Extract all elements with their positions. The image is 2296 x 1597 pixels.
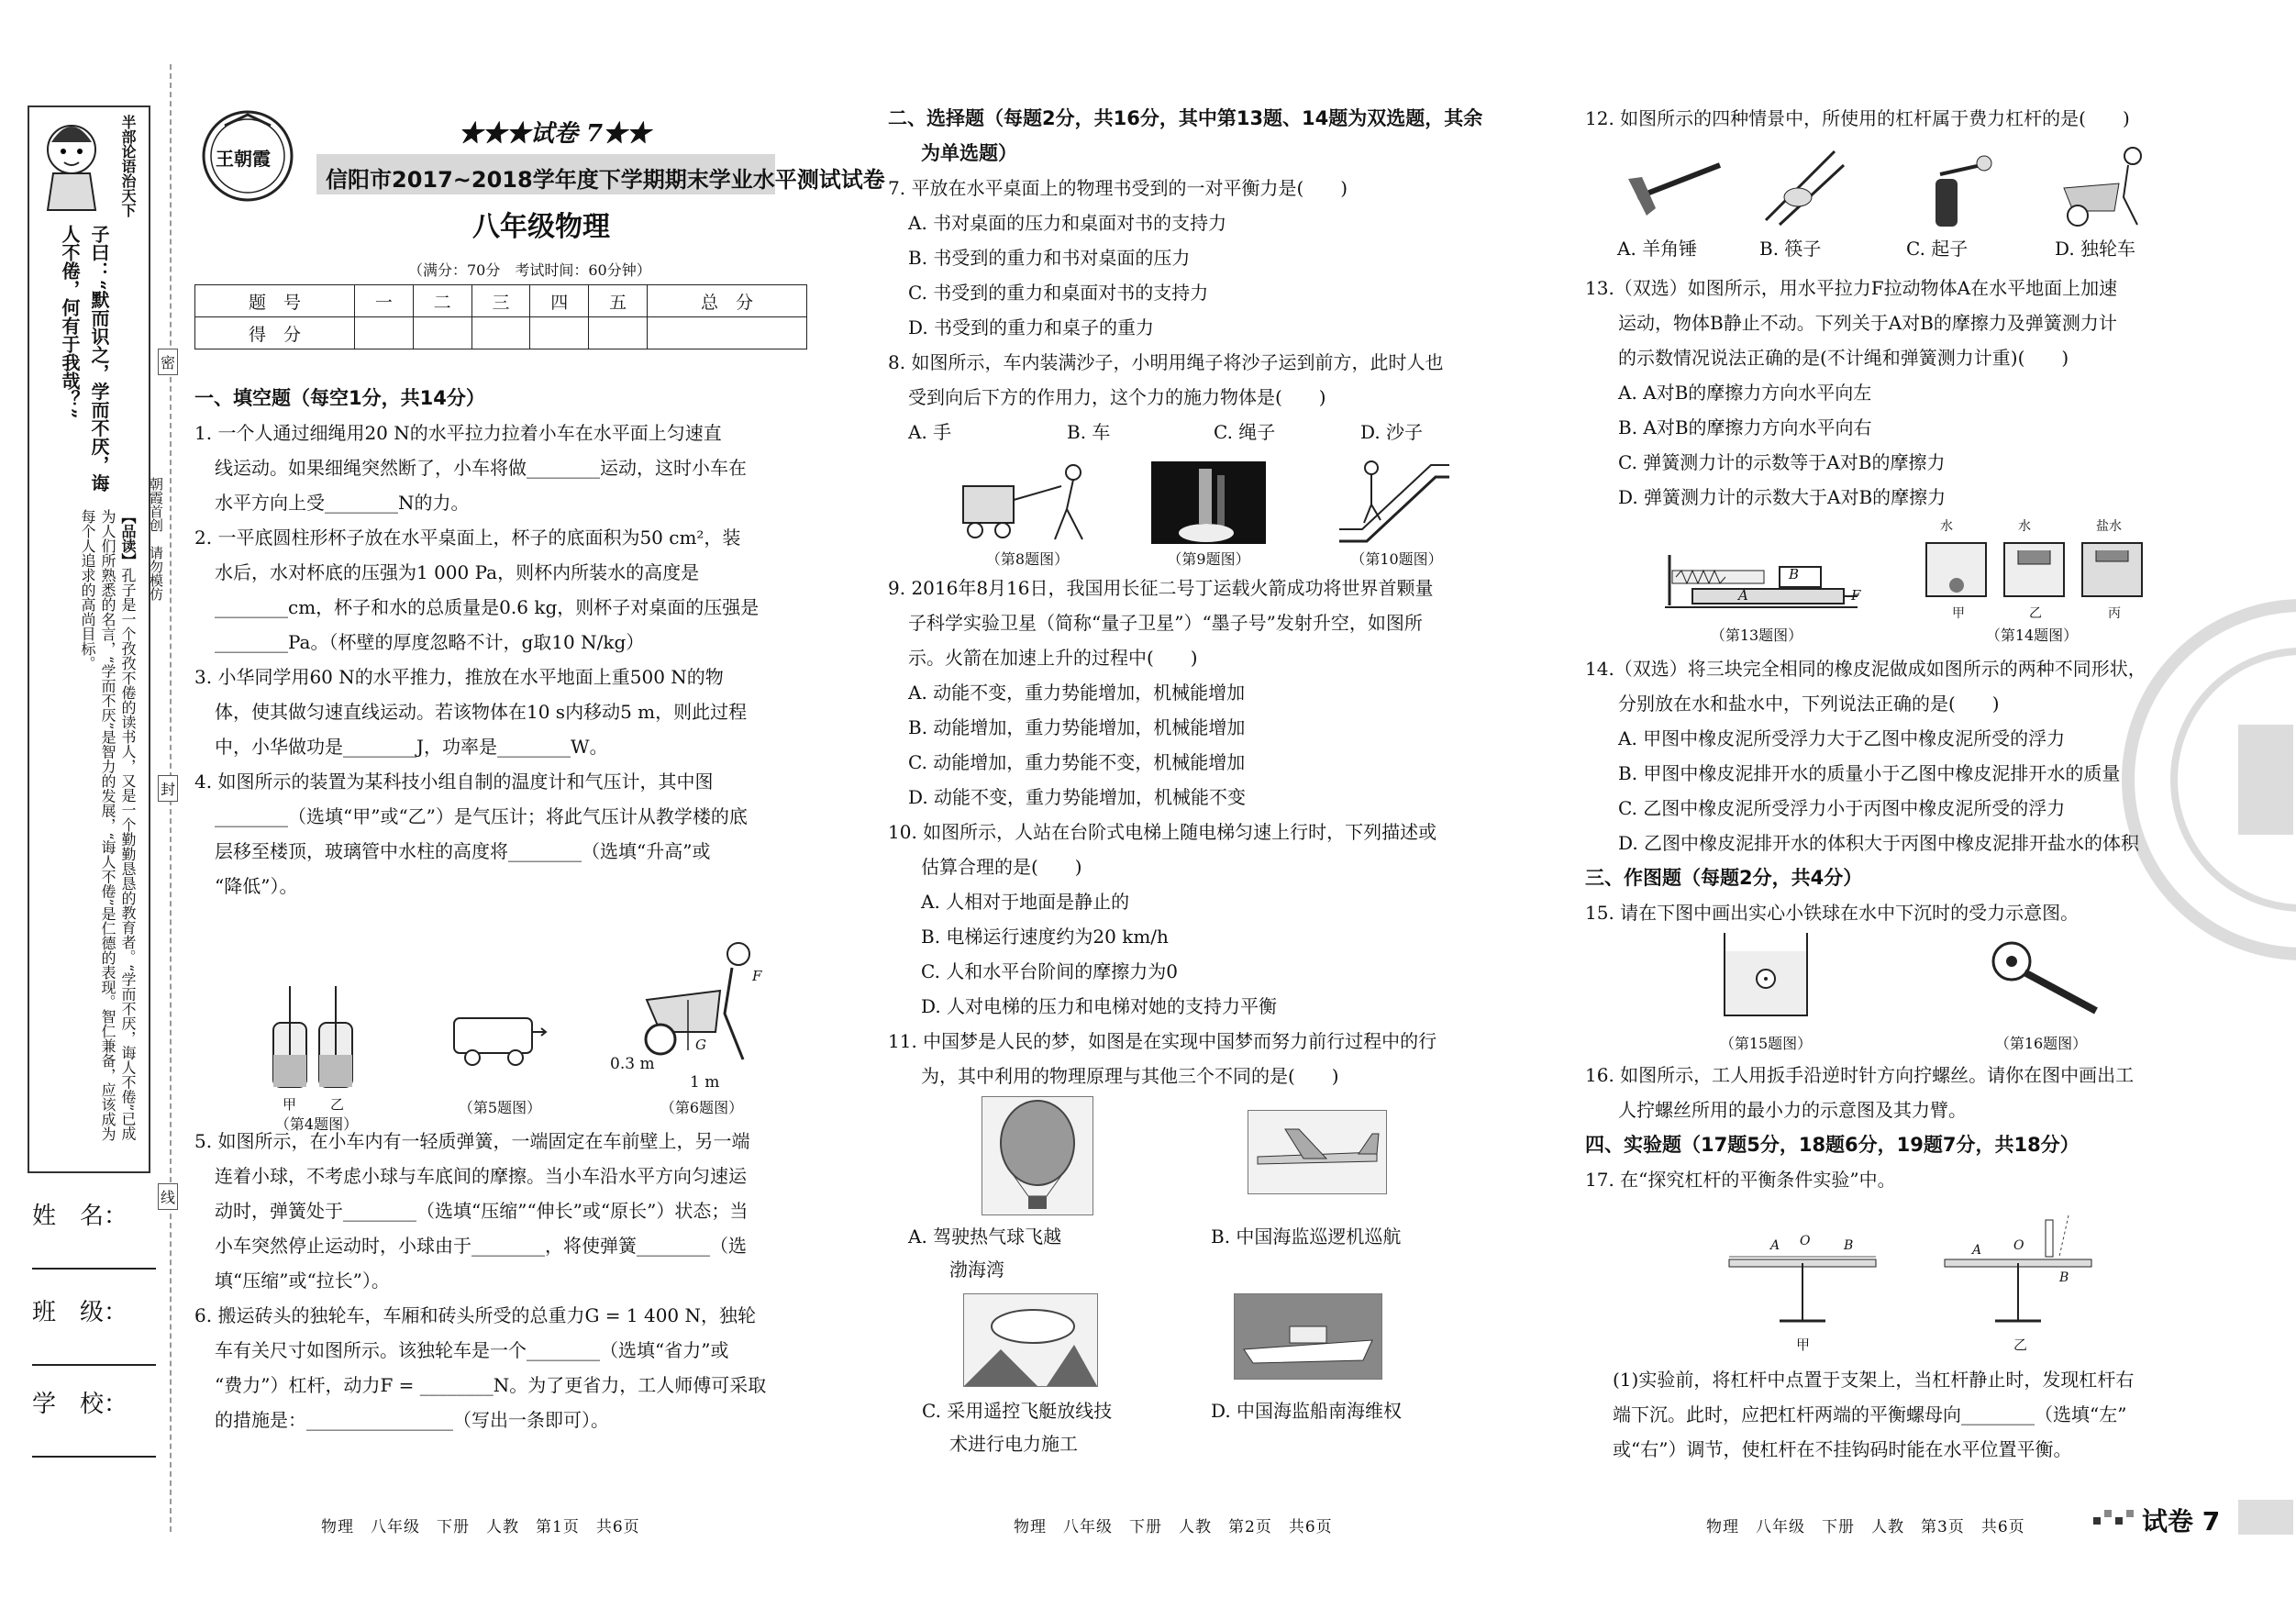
q11-option-c: C. 采用遥控飞艇放线技	[922, 1400, 1113, 1422]
fig4-bottles	[266, 981, 367, 1092]
fig14-label-bing: 丙	[2108, 606, 2121, 621]
fig17-b-labelO: O	[2013, 1238, 2024, 1253]
q12-option: B. 筷子	[1759, 238, 1822, 260]
q4	[194, 764, 818, 904]
fig6-dim-03: 0.3 m	[610, 1055, 655, 1073]
fig17-a-labelB: B	[1844, 1238, 1854, 1253]
fig8-caption: （第8题图）	[985, 550, 1070, 568]
page3-column-q13	[1585, 271, 2218, 515]
exam-title: 信阳市2017~2018学年度下学期期末学业水平测试试卷	[326, 167, 885, 193]
fig17-b-labelA: A	[1972, 1243, 1982, 1258]
q9-option: D. 动能不变，重力势能增加，机械能不变	[908, 786, 1247, 808]
page3-column-q17	[1613, 1362, 2218, 1467]
q10-line: 估算合理的是( )	[921, 856, 1082, 878]
footer-page2: 物理 八年级 下册 人教 第2页 共6页	[1014, 1518, 1333, 1536]
q4-line: ________（选填“甲”或“乙”）是气压计；将此气压计从教学楼的底	[215, 805, 748, 827]
score-input[interactable]	[413, 317, 471, 349]
section3-title: 三、作图题（每题2分，共4分）	[1585, 867, 1863, 889]
q11-option-b: B. 中国海监巡逻机巡航	[1211, 1225, 1402, 1248]
q13-option: A. A对B的摩擦力方向水平向左	[1618, 382, 1872, 404]
q6	[194, 1298, 818, 1437]
q6-line: 车有关尺寸如图所示。该独轮车是一个________（选填“省力”或	[215, 1339, 729, 1361]
q1-line: 1. 一个人通过细绳用20 N的水平拉力拉着小车在水平面上匀速直	[194, 422, 722, 444]
score-row-header	[195, 285, 807, 317]
name-label: 姓 名：	[32, 1203, 128, 1230]
score-cell: 五	[589, 285, 648, 317]
watermark-seal-icon	[2110, 587, 2296, 972]
score-cell: 总 分	[648, 285, 807, 317]
fig17-a-labelO: O	[1800, 1234, 1811, 1248]
q15: 15. 请在下图中画出实心小铁球在水中下沉时的受力示意图。	[1585, 902, 2080, 924]
exam-info: （满分：70分 考试时间：60分钟）	[408, 261, 651, 279]
class-field[interactable]	[32, 1293, 156, 1367]
fig17-a-labelA: A	[1770, 1238, 1780, 1253]
q16-line: 16. 如图所示，工人用扳手沿逆时针方向拧螺丝。请你在图中画出工	[1585, 1064, 2135, 1086]
fig6-dim-1: 1 m	[690, 1073, 720, 1092]
q14-option: B. 甲图中橡皮泥排开水的质量小于乙图中橡皮泥排开水的质量	[1618, 762, 2121, 784]
fig15-caption: （第15题图）	[1719, 1035, 1813, 1052]
page3-column-q16	[1585, 1058, 2218, 1197]
fig17-lever-a	[1725, 1243, 1880, 1325]
q8-option: B. 车	[1067, 421, 1111, 443]
fig4-label-b: 乙	[330, 1096, 345, 1113]
q9-line: 9. 2016年8月16日，我国用长征二号丁运载火箭成功将世界首颗量	[888, 577, 1434, 599]
q11-balloon-photo	[982, 1096, 1093, 1215]
fig17-label-jia: 甲	[1796, 1336, 1811, 1353]
q7-option: C. 书受到的重力和桌面对书的支持力	[908, 282, 1209, 304]
q11-ship-photo	[1234, 1293, 1382, 1380]
q9-option: C. 动能增加，重力势能不变，机械能增加	[908, 751, 1246, 773]
school-line	[32, 1456, 156, 1458]
fig14-label-water2: 水	[2018, 519, 2031, 534]
fig9-rocket-photo	[1151, 461, 1266, 544]
footer-exam-label: 试卷 7	[2142, 1506, 2221, 1536]
fig5-cart	[449, 1014, 550, 1069]
score-cell: 得 分	[195, 317, 355, 349]
q5-line: 填“压缩”或“拉长”）。	[215, 1270, 390, 1292]
footer-page1: 物理 八年级 下册 人教 第1页 共6页	[321, 1518, 640, 1536]
score-table	[194, 284, 807, 349]
name-line	[32, 1268, 156, 1270]
footer-squares-icon	[2091, 1504, 2137, 1532]
q4-line: “降低”）。	[215, 875, 298, 897]
fig15-beaker	[1720, 928, 1812, 1020]
q1-line: 线运动。如果细绳突然断了，小车将做________运动，这时小车在	[215, 457, 747, 479]
q9-line: 子科学实验卫星（简称“量子卫星”）“墨子号”发射升空，如图所	[908, 612, 1423, 634]
page3-column	[1585, 101, 2218, 136]
q6-line: 6. 搬运砖头的独轮车，车厢和砖头所受的总重力G = 1 400 N，独轮	[194, 1304, 757, 1326]
fig16-caption: （第16题图）	[1994, 1035, 2088, 1052]
q10-option: D. 人对电梯的压力和电梯对她的支持力平衡	[921, 995, 1278, 1017]
name-field[interactable]	[32, 1197, 156, 1270]
class-line	[32, 1364, 156, 1366]
fig14-label-jia: 甲	[1952, 606, 1965, 621]
page1-column-lower	[194, 1124, 818, 1437]
fig6-label-g: G	[695, 1037, 706, 1053]
logo-icon	[197, 105, 298, 202]
sidebar-tag: 半部论语治天下	[119, 115, 137, 217]
q9-option: B. 动能增加，重力势能增加，机械能增加	[908, 716, 1246, 738]
q14-option: D. 乙图中橡皮泥排开水的体积大于丙图中橡皮泥排开盐水的体积	[1618, 832, 2140, 854]
fig6-caption: （第6题图）	[660, 1099, 744, 1116]
q4-line: 层移至楼顶，玻璃管中水柱的高度将________（选填“升高”或	[215, 840, 711, 862]
fig6-label-f: F	[752, 968, 762, 984]
q17: 17. 在“探究杠杆的平衡条件实验”中。	[1585, 1169, 1896, 1191]
q13-line: 运动，物体B静止不动。下列关于A对B的摩擦力及弹簧测力计	[1618, 312, 2117, 334]
fig5-caption: （第5题图）	[458, 1099, 542, 1116]
q13-option: D. 弹簧测力计的示数大于A对B的摩擦力	[1618, 486, 1947, 508]
q9-option: A. 动能不变，重力势能增加，机械能增加	[908, 682, 1246, 704]
fig13-spring-scale	[1665, 550, 1862, 615]
q3-line: 中，小华做功是________J，功率是________W。	[215, 736, 608, 758]
fig13-caption: （第13题图）	[1710, 627, 1803, 644]
q8-line: 受到向后下方的作用力，这个力的施力物体是( )	[908, 386, 1326, 408]
section1-title: 一、填空题（每空1分，共14分）	[194, 387, 485, 409]
q13-option: B. A对B的摩擦力方向水平向右	[1618, 416, 1872, 438]
q8-line: 8. 如图所示，车内装满沙子，小明用绳子将沙子运到前方，此时人也	[888, 351, 1444, 373]
fig8-cart-person	[959, 459, 1096, 546]
cartoon-boy-icon	[35, 115, 108, 216]
q8-option: D. 沙子	[1360, 421, 1424, 443]
q12-opener-icon	[1922, 147, 2000, 229]
q4-line: 4. 如图所示的装置为某科技小组自制的温度计和气压计，其中图	[194, 771, 714, 793]
q11-airship-photo	[963, 1293, 1098, 1387]
margin-note: 朝霞首创 请勿模仿	[148, 477, 164, 601]
q14-option: C. 乙图中橡皮泥所受浮力小于丙图中橡皮泥所受的浮力	[1618, 797, 2066, 819]
q13-option: C. 弹簧测力计的示数等于A对B的摩擦力	[1618, 451, 1946, 473]
q11-option-c-cont: 术进行电力施工	[949, 1433, 1078, 1455]
q10-option: C. 人和水平台阶间的摩擦力为0	[921, 960, 1179, 982]
q14-line: 14.（双选）将三块完全相同的橡皮泥做成如图所示的两种不同形状，	[1585, 658, 2146, 680]
q12-hammer-icon	[1624, 151, 1729, 229]
fig10-escalator	[1335, 454, 1454, 546]
q5-line: 动时，弹簧处于________（选填“压缩”“伸长”或“原长”）状态；当	[215, 1200, 749, 1222]
score-cell: 二	[413, 285, 471, 317]
q2-line: 2. 一平底圆柱形杯子放在水平桌面上，杯子的底面积为50 cm²，装	[194, 527, 741, 549]
q10-option: A. 人相对于地面是静止的	[921, 891, 1130, 913]
fig13-label-b: B	[1789, 566, 1800, 582]
q6-line: “费力”）杠杆，动力F = ________N。为了更省力，工人师傅可采取	[215, 1374, 767, 1396]
q1-line: 水平方向上受________N的力。	[215, 492, 470, 514]
q5-line: 连着小球，不考虑小球与车底间的摩擦。当小车沿水平方向匀速运	[215, 1165, 747, 1187]
q8-option: A. 手	[908, 421, 952, 443]
score-cell: 一	[354, 285, 413, 317]
q12-wheelbarrow-icon	[2055, 142, 2156, 229]
q13-line: 13.（双选）如图所示，用水平拉力F拉动物体A在水平地面上加速	[1585, 277, 2118, 299]
q5	[194, 1124, 818, 1298]
fig17-b-labelB: B	[2059, 1270, 2069, 1285]
q3-line: 体，使其做匀速直线运动。若该物体在10 s内移动5 m，则此过程	[215, 701, 748, 723]
fig4-label-a: 甲	[283, 1096, 297, 1113]
section4-title: 四、实验题（17题5分，18题6分，19题7分，共18分）	[1585, 1134, 2080, 1156]
q12: 12. 如图所示的四种情景中，所使用的杠杆属于费力杠杆的是( )	[1585, 107, 2130, 129]
page1-column	[194, 381, 818, 904]
q12-option: C. 起子	[1906, 238, 1969, 260]
q11-option-a-cont: 渤海湾	[949, 1259, 1004, 1281]
q3-line: 3. 小华同学用60 N的水平推力，推放在水平地面上重500 N的物	[194, 666, 724, 688]
exam-badge: ★★★试卷 7★★	[459, 120, 651, 148]
score-input[interactable]	[589, 317, 648, 349]
q17-1-line: 或“右”）调节，使杠杆在不挂钩码时能在水平位置平衡。	[1613, 1438, 2072, 1460]
q7: 7. 平放在水平桌面上的物理书受到的一对平衡力是( )	[888, 177, 1348, 199]
logo-text: 王朝霞	[216, 148, 271, 170]
q11-plane-photo	[1248, 1110, 1387, 1194]
q9-line: 示。火箭在加速上升的过程中( )	[908, 647, 1198, 669]
section2-title: 二、选择题（每题2分，共16分，其中第13题、14题为双选题，其余	[888, 107, 1483, 129]
score-input[interactable]	[471, 317, 530, 349]
class-label: 班 级：	[32, 1299, 128, 1326]
q5-line: 5. 如图所示，在小车内有一轻质弹簧，一端固定在车前壁上，另一端	[194, 1130, 750, 1152]
seal-word-1: 密	[158, 349, 178, 375]
school-label: 学 校：	[32, 1391, 128, 1418]
q6-line: 的措施是：________________（写出一条即可）。	[215, 1409, 609, 1431]
q7-option: A. 书对桌面的压力和桌面对书的支持力	[908, 212, 1227, 234]
q12-options	[1617, 234, 2204, 269]
q2-line: 水后，水对杯底的压强为1 000 Pa，则杯内所装水的高度是	[215, 561, 700, 583]
fig14-label-water1: 水	[1940, 519, 1953, 534]
reading-title: 【品读】	[119, 509, 137, 568]
q11-line: 为，其中利用的物理原理与其他三个不同的是( )	[921, 1065, 1339, 1087]
q14-option: A. 甲图中橡皮泥所受浮力大于乙图中橡皮泥所受的浮力	[1618, 727, 2066, 749]
score-input[interactable]	[354, 317, 413, 349]
fig16-wrench	[1986, 936, 2105, 1018]
seal-word-3: 线	[158, 1183, 178, 1210]
q11-option-a: A. 驾驶热气球飞越	[908, 1225, 1062, 1248]
section2-title-2: 为单选题）	[921, 142, 1017, 164]
q7-option: D. 书受到的重力和桌子的重力	[908, 316, 1155, 338]
q12-option: A. 羊角锤	[1617, 238, 1698, 260]
q13-line: 的示数情况说法正确的是(不计绳和弹簧测力计重)( )	[1618, 347, 2069, 369]
fig4-caption: （第4题图）	[274, 1115, 359, 1133]
q10-option: B. 电梯运行速度约为20 km/h	[921, 926, 1169, 948]
q12-option: D. 独轮车	[2055, 238, 2136, 260]
fig9-caption: （第9题图）	[1167, 550, 1250, 568]
q2	[194, 520, 818, 660]
seal-word-2: 封	[158, 775, 178, 802]
sidebar-reading	[37, 509, 138, 1142]
score-cell: 题 号	[195, 285, 355, 317]
footer-gray-bar	[2238, 1500, 2293, 1535]
q17-1-line: (1)实验前，将杠杆中点置于支架上，当杠杆静止时，发现杠杆右	[1613, 1369, 2135, 1391]
score-row-values	[195, 317, 807, 349]
q12-chopsticks-icon	[1747, 142, 1848, 229]
page2-column	[888, 101, 1512, 449]
fig17-label-yi: 乙	[2013, 1336, 2028, 1353]
fig14-caption: （第14题图）	[1985, 627, 2079, 644]
score-cell: 三	[471, 285, 530, 317]
fig14-label-salt: 盐水	[2096, 519, 2122, 534]
score-input[interactable]	[530, 317, 589, 349]
fig13-label-a: A	[1738, 587, 1748, 604]
fig13-label-f: F	[1851, 587, 1861, 604]
sidebar-quote: 子曰：“默而识之，学而不厌，诲人不倦，何有于我哉？”	[59, 225, 110, 493]
q3	[194, 660, 818, 764]
q1	[194, 416, 818, 520]
q10-line: 10. 如图所示，人站在台阶式电梯上随电梯匀速上行时，下列描述或	[888, 821, 1437, 843]
q8-options	[888, 415, 1512, 449]
q8-option: C. 绳子	[1214, 421, 1276, 443]
q5-line: 小车突然停止运动时，小球由于________，将使弹簧________（选	[215, 1235, 747, 1257]
school-field[interactable]	[32, 1385, 156, 1458]
q17-1-line: 端下沉。此时，应把杠杆两端的平衡螺母向________（选填“左”	[1613, 1403, 2127, 1425]
page2-column-mid	[888, 571, 1512, 1093]
q2-line: ________cm，杯子和水的总质量是0.6 kg，则杯子对桌面的压强是	[215, 596, 760, 618]
q16-line: 人拧螺丝所用的最小力的示意图及其力臂。	[1618, 1099, 1967, 1121]
q11-option-d: D. 中国海监船南海维权	[1211, 1400, 1403, 1422]
score-cell: 四	[530, 285, 589, 317]
fig17-lever-b	[1940, 1206, 2096, 1325]
q2-line: ________Pa。（杯壁的厚度忽略不计，g取10 N/kg）	[215, 631, 645, 653]
q14-line: 分别放在水和盐水中，下列说法正确的是( )	[1618, 693, 2000, 715]
reading-text: 孔子是一个孜孜不倦的读书人，又是一个勤勤恳恳的教育者。“学而不厌，诲人不倦”已成为人们所熟悉的名言，“学而不厌”是智力的发展，“诲人不倦”是仁德的表现。智仁兼备，应该成为每个人追求的高尚目标。	[79, 509, 137, 1141]
footer-page3: 物理 八年级 下册 人教 第3页 共6页	[1706, 1518, 2025, 1536]
fig14-label-yi: 乙	[2029, 606, 2042, 621]
exam-subject: 八年级物理	[472, 211, 610, 243]
fig10-caption: （第10题图）	[1350, 550, 1443, 568]
q7-option: B. 书受到的重力和书对桌面的压力	[908, 247, 1191, 269]
score-input[interactable]	[648, 317, 807, 349]
q11-line: 11. 中国梦是人民的梦，如图是在实现中国梦而努力前行过程中的行	[888, 1030, 1437, 1052]
